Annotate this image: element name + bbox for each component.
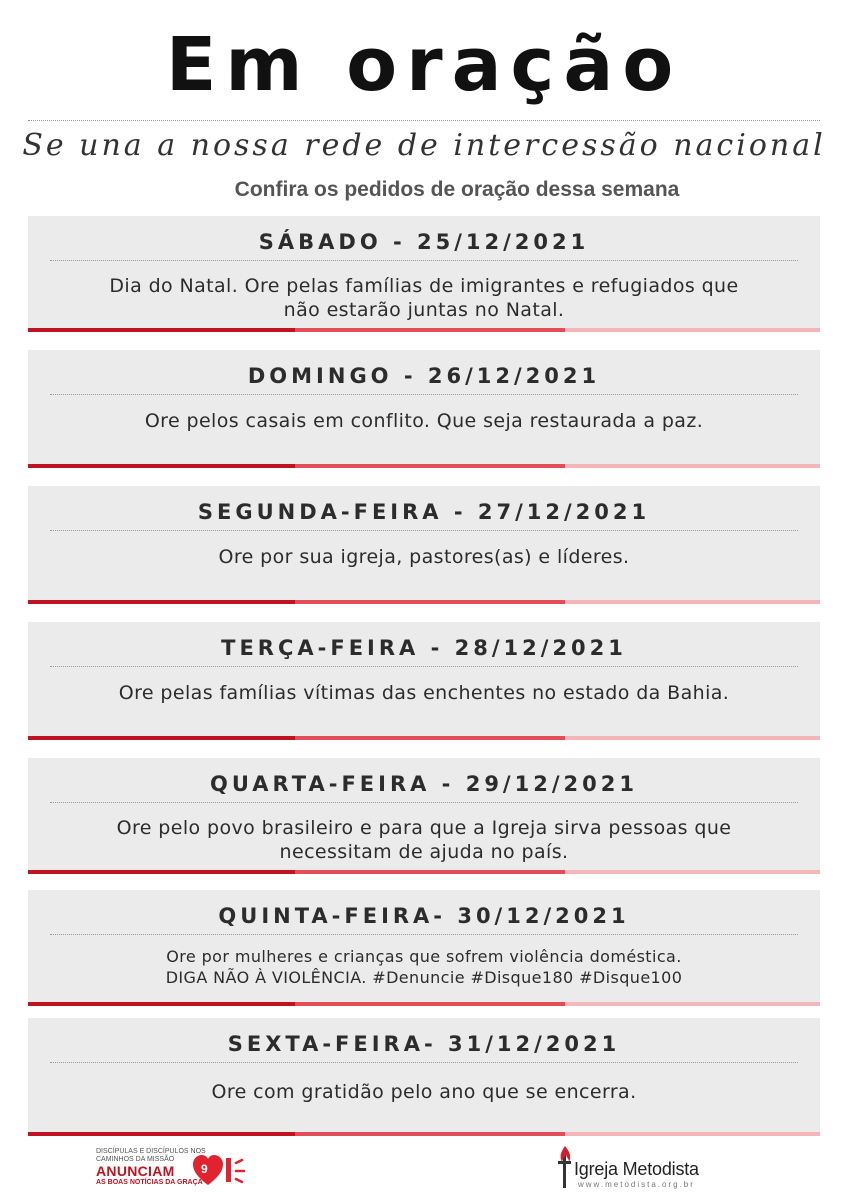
day-text-line: DIGA NÃO À VIOLÊNCIA. #Denuncie #Disque180 #Disque100	[165, 968, 683, 987]
day-text-line: Ore por sua igreja, pastores(as) e líderes.	[218, 546, 630, 568]
accent-bar	[28, 1002, 820, 1006]
day-card-terca	[28, 622, 820, 740]
day-card-quarta	[28, 758, 820, 874]
day-text-line: Ore com gratidão pelo ano que se encerra.	[211, 1081, 637, 1103]
day-divider	[50, 394, 798, 395]
day-text	[38, 274, 810, 322]
cross-flame-icon	[556, 1144, 574, 1188]
day-divider	[50, 1062, 798, 1063]
logo-tagline: AS BOAS NOTÍCIAS DA GRAÇA	[96, 1179, 203, 1186]
accent-bar	[28, 736, 820, 740]
day-text-line: Ore pelo povo brasileiro e para que a Igreja sirva pessoas que	[116, 817, 732, 839]
title-divider	[28, 120, 820, 121]
logo-main-word: ANUNCIAM	[96, 1163, 175, 1179]
accent-bar	[28, 1132, 820, 1136]
day-text-line: Ore pelas famílias vítimas das enchentes no estado da Bahia.	[118, 682, 730, 704]
day-text-line: Dia do Natal. Ore pelas famílias de imigrantes e refugiados que	[109, 275, 739, 297]
logo-website: www.metodista.org.br	[578, 1180, 695, 1189]
heart-91-icon	[192, 1154, 248, 1188]
day-title: DOMINGO - 26/12/2021	[247, 364, 601, 388]
day-title: SEGUNDA-FEIRA - 27/12/2021	[197, 500, 651, 524]
day-text	[38, 1080, 810, 1104]
day-title: TERÇA-FEIRA - 28/12/2021	[221, 636, 627, 660]
page-subtitle: Se una a nossa rede de intercessão nacional	[22, 128, 826, 163]
day-divider	[50, 934, 798, 935]
day-text	[38, 545, 810, 569]
intro-heading: Confira os pedidos de oração dessa semana	[234, 178, 680, 201]
day-text-line: necessitam de ajuda no país.	[279, 841, 569, 863]
day-text	[38, 946, 810, 988]
day-card-segunda	[28, 486, 820, 604]
day-divider	[50, 260, 798, 261]
svg-text:9: 9	[201, 1162, 208, 1176]
accent-bar	[28, 870, 820, 874]
day-text	[38, 816, 810, 864]
logo-name: Igreja Metodista	[574, 1159, 699, 1179]
day-title: QUINTA-FEIRA- 30/12/2021	[218, 904, 630, 928]
day-text	[38, 409, 810, 433]
accent-bar	[28, 464, 820, 468]
day-title: QUARTA-FEIRA - 29/12/2021	[210, 772, 638, 796]
logo-line-2: CAMINHOS DA MISSÃO	[96, 1156, 175, 1163]
accent-bar	[28, 328, 820, 332]
day-text-line: Ore por mulheres e crianças que sofrem violência doméstica.	[166, 947, 682, 966]
anunciam-logo	[96, 1146, 256, 1190]
day-text	[38, 681, 810, 705]
day-text-line: não estarão juntas no Natal.	[283, 299, 565, 321]
day-card-domingo	[28, 350, 820, 468]
day-divider	[50, 802, 798, 803]
day-text-line: Ore pelos casais em conflito. Que seja restaurada a paz.	[144, 410, 704, 432]
day-card-sabado	[28, 216, 820, 332]
day-title: SÁBADO - 25/12/2021	[258, 230, 590, 254]
day-card-sexta	[28, 1018, 820, 1136]
igreja-metodista-logo	[556, 1142, 736, 1192]
page-title: Em oração	[165, 22, 683, 108]
day-divider	[50, 530, 798, 531]
accent-bar	[28, 600, 820, 604]
logo-line-1: DISCÍPULAS E DISCÍPULOS NOS	[96, 1148, 206, 1155]
day-card-quinta	[28, 890, 820, 1006]
day-divider	[50, 666, 798, 667]
day-title: SEXTA-FEIRA- 31/12/2021	[227, 1032, 621, 1056]
